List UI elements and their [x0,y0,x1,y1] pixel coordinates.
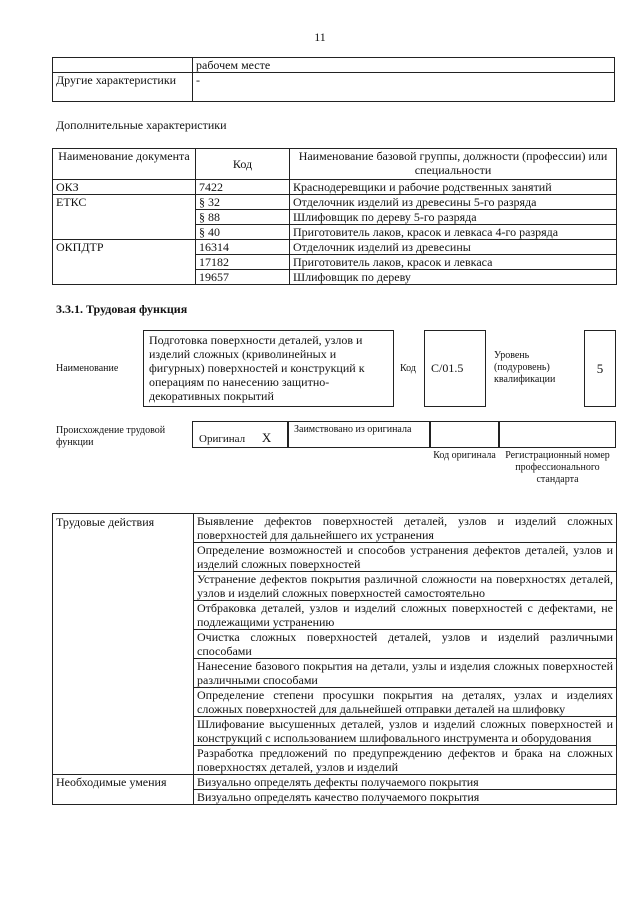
table-row [53,58,615,73]
cell-name: Отделочник изделий из древесины [290,240,617,255]
table-row [53,195,617,210]
origin-label: Происхождение трудовой функции [56,425,166,448]
actions-table [52,513,617,805]
borrowed-label: Заимствовано из оригинала [288,421,430,448]
action-item: Выявление дефектов поверхностей деталей, узлов и изделий сложных поверхностей для дальнейшего их устранения [194,514,617,543]
function-name: Подготовка поверхности деталей, узлов и изделий сложных (криволинейных и фигурных) поверхностей и конструкций к операциям по нанесению защитно-декоративных покрытий [143,330,394,407]
level-label: Уровень (подуровень) квалификации [494,350,556,385]
action-item: Шлифование высушенных деталей, узлов и изделий сложных поверхностей и конструкций с использованием шлифовального инструмента и оборудования [194,717,617,746]
row-label: Другие характеристики [53,73,193,102]
header-name: Наименование базовой группы, должности (профессии) или специальности [290,149,617,180]
header-doc: Наименование документа [53,149,196,180]
top-table [52,57,615,102]
action-item: Очистка сложных поверхностей деталей, узлов и изделий различными способами [194,630,617,659]
function-code: C/01.5 [424,330,486,407]
skill-item: Визуально определять качество получаемого покрытия [194,790,617,805]
code-original-caption: Код оригинала [433,450,496,461]
name-label: Наименование [56,363,119,374]
cell-code: § 88 [196,210,290,225]
header-code: Код [196,149,290,180]
cell-code: § 32 [196,195,290,210]
cell-code: 17182 [196,255,290,270]
cell-name: Отделочник изделий из древесины 5-го разряда [290,195,617,210]
additional-title: Дополнительные характеристики [56,118,227,132]
skill-item: Визуально определять дефекты получаемого покрытия [194,775,617,790]
table-row [53,514,617,543]
skills-label: Необходимые умения [53,775,194,805]
original-label: Оригинал [199,433,246,445]
cell-doc: ОКПДТР [53,240,196,285]
cell-doc: ОКЗ [53,180,196,195]
cell-name: Приготовитель лаков, красок и левкаса 4-го разряда [290,225,617,240]
cell-name: Шлифовщик по дереву [290,270,617,285]
row-value: - [193,73,615,102]
cell-code: 7422 [196,180,290,195]
action-item: Отбраковка деталей, узлов и изделий сложных поверхностей с дефектами, не подлежащими устранению [194,601,617,630]
action-item: Разработка предложений по предупреждению дефектов и брака на сложных поверхностях деталей, узлов и изделий [194,746,617,775]
reg-number-box [499,421,616,448]
additional-table [52,148,617,285]
page-number: 11 [314,30,326,44]
cell-code: 19657 [196,270,290,285]
actions-label: Трудовые действия [53,514,194,775]
cell-code: § 40 [196,225,290,240]
code-original-box [430,421,499,448]
cell-name: Шлифовщик по дереву 5-го разряда [290,210,617,225]
original-cell [192,421,288,448]
cell-name: Приготовитель лаков, красок и левкаса [290,255,617,270]
level-value: 5 [584,330,616,407]
action-item: Нанесение базового покрытия на детали, узлы и изделия сложных поверхностей различными способами [194,659,617,688]
cell-code: 16314 [196,240,290,255]
action-item: Устранение дефектов покрытия различной сложности на поверхностях деталей, узлов и изделий сложных поверхностей самостоятельно [194,572,617,601]
table-row [53,180,617,195]
section-title: 3.3.1. Трудовая функция [56,302,188,316]
cell-name: Краснодеревщики и рабочие родственных занятий [290,180,617,195]
row-value: рабочем месте [193,58,615,73]
table-row [53,73,615,102]
cell-doc: ЕТКС [53,195,196,240]
row-label [53,58,193,73]
code-label: Код [400,363,416,374]
table-row [53,775,617,790]
table-header [53,149,617,180]
original-mark: X [261,430,272,445]
table-row [53,240,617,255]
action-item: Определение возможностей и способов устранения дефектов деталей, узлов и изделий сложных поверхностей [194,543,617,572]
reg-number-caption: Регистрационный номер профессионального стандарта [505,450,610,485]
action-item: Определение степени просушки покрытия на деталях, узлах и изделиях сложных поверхностей для дальнейшей отправки деталей на шлифовку [194,688,617,717]
